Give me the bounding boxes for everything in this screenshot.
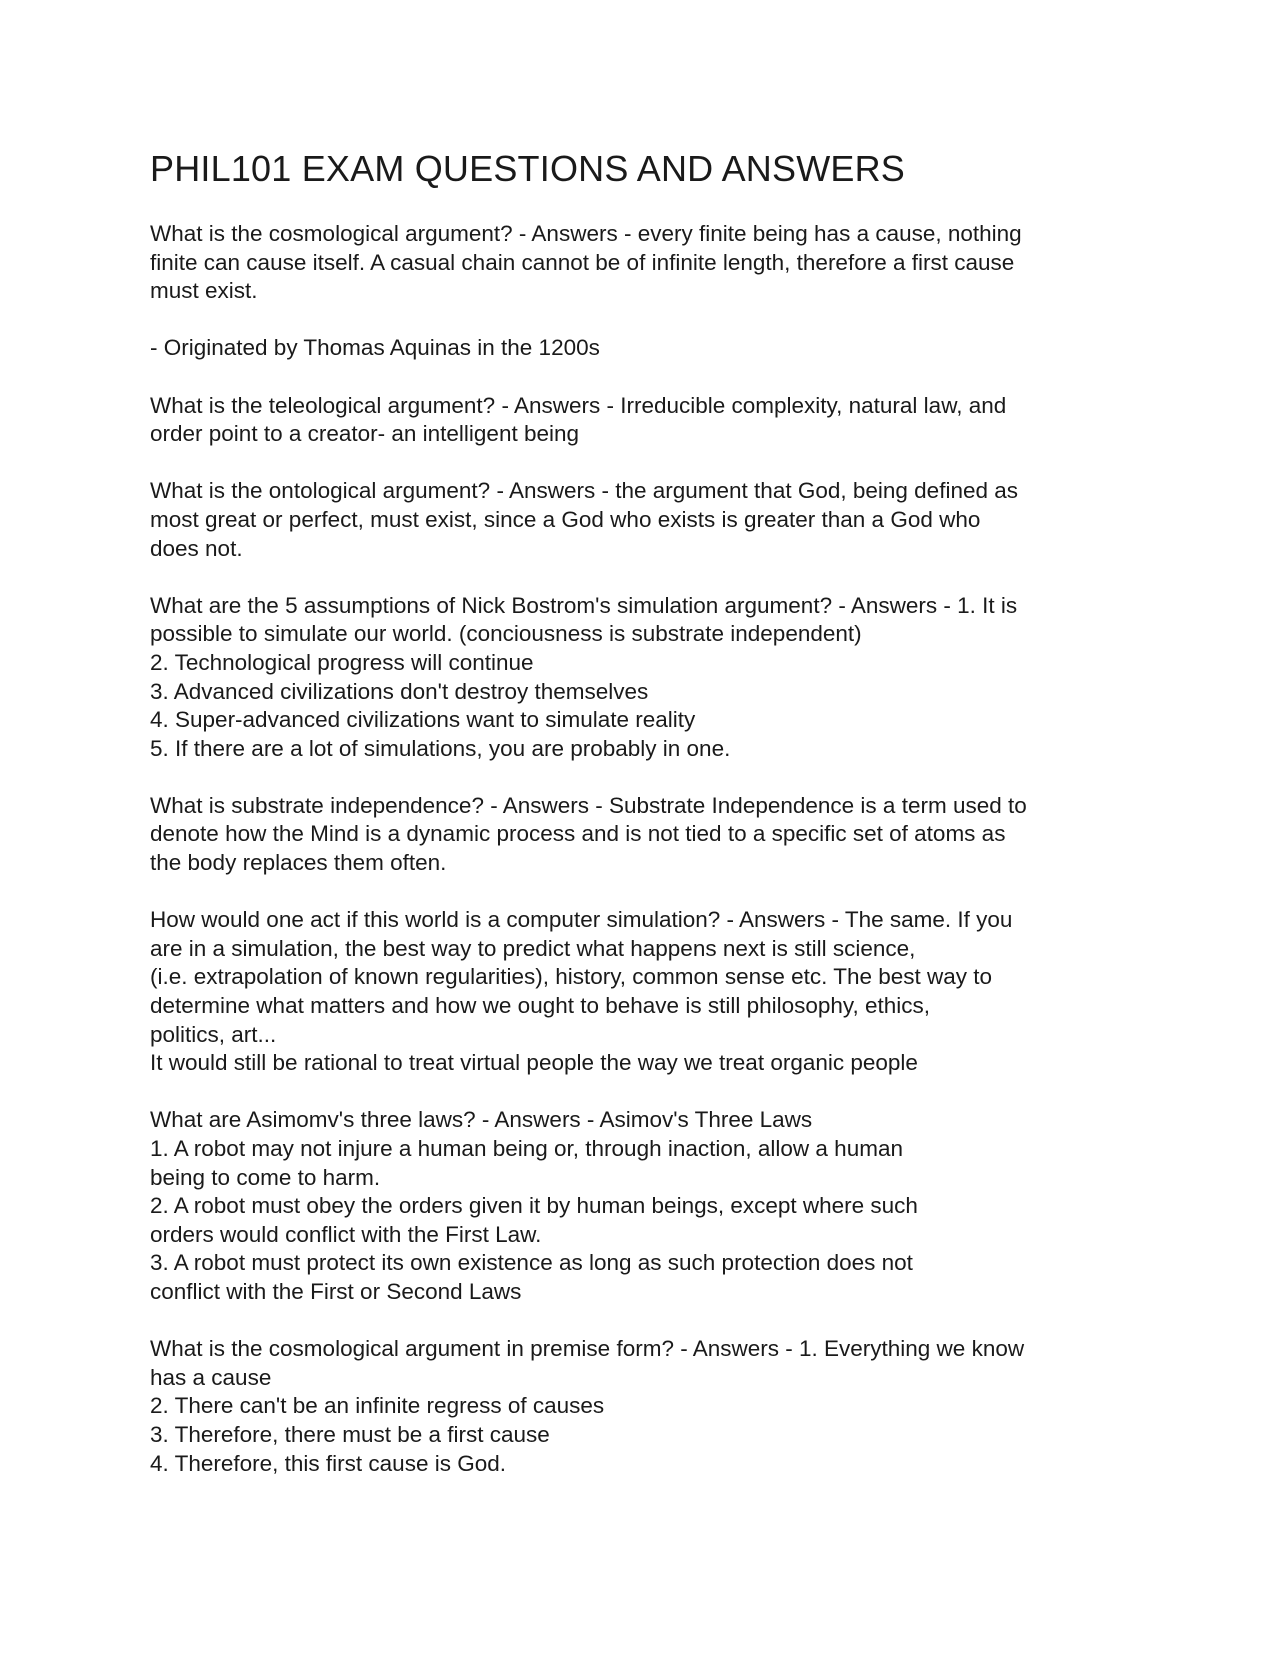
text-line: most great or perfect, must exist, since a God who exists is greater than a God who <box>150 506 981 532</box>
text-line: 3. A robot must protect its own existence as long as such protection does not <box>150 1250 913 1276</box>
qa-paragraph <box>150 1106 1140 1306</box>
paragraph-gap <box>150 563 1140 592</box>
paragraph-gap <box>150 306 1140 335</box>
text-line: 3. Therefore, there must be a first cause <box>150 1421 550 1447</box>
text-line: denote how the Mind is a dynamic process and is not tied to a specific set of atoms as <box>150 821 1006 847</box>
text-line: 2. A robot must obey the orders given it by human beings, except where such <box>150 1193 918 1219</box>
text-line: It would still be rational to treat virtual people the way we treat organic people <box>150 1050 918 1076</box>
qa-paragraph <box>150 392 1140 449</box>
text-line: - Originated by Thomas Aquinas in the 1200s <box>150 335 600 361</box>
text-line: What are Asimomv's three laws? - Answers - Asimov's Three Laws <box>150 1107 813 1133</box>
text-line: What is substrate independence? - Answers - Substrate Independence is a term used to <box>150 792 1027 818</box>
paragraph-gap <box>150 878 1140 907</box>
text-line: must exist. <box>150 278 258 304</box>
text-line: What is the cosmological argument? - Answers - every finite being has a cause, nothing <box>150 221 1022 246</box>
document-title: PHIL101 EXAM QUESTIONS AND ANSWERS <box>150 148 906 189</box>
text-line: conflict with the First or Second Laws <box>150 1278 522 1304</box>
text-line: 2. There can't be an infinite regress of causes <box>150 1393 605 1419</box>
paragraph-gap <box>150 449 1140 478</box>
text-line: (i.e. extrapolation of known regularities), history, common sense etc. The best way to <box>150 964 993 990</box>
text-line: the body replaces them often. <box>150 850 447 876</box>
paragraph-gap <box>150 763 1140 792</box>
text-line: 4. Therefore, this first cause is God. <box>150 1450 506 1476</box>
text-line: 4. Super-advanced civilizations want to simulate reality <box>150 707 696 733</box>
paragraph-gap <box>150 1078 1140 1107</box>
text-line: has a cause <box>150 1364 272 1390</box>
text-line: does not. <box>150 535 243 561</box>
text-line: What is the cosmological argument in premise form? - Answers - 1. Everything we know <box>150 1336 1025 1362</box>
paragraph-gap <box>150 363 1140 392</box>
text-line: being to come to harm. <box>150 1164 381 1190</box>
text-line: 2. Technological progress will continue <box>150 649 534 675</box>
qa-paragraph <box>150 1335 1140 1478</box>
text-line: 3. Advanced civilizations don't destroy themselves <box>150 678 649 704</box>
paragraph-gap <box>150 1307 1140 1336</box>
text-line: 1. A robot may not injure a human being or, through inaction, allow a human <box>150 1136 903 1161</box>
qa-paragraph <box>150 906 1140 1078</box>
text-line: 5. If there are a lot of simulations, you are probably in one. <box>150 735 731 761</box>
text-line: What is the teleological argument? - Answers - Irreducible complexity, natural law, and <box>150 392 1007 418</box>
text-line: What is the ontological argument? - Answers - the argument that God, being defined as <box>150 478 1018 504</box>
qa-paragraph <box>150 792 1140 878</box>
text-line: order point to a creator- an intelligent being <box>150 421 580 447</box>
qa-paragraph <box>150 592 1140 764</box>
document-body <box>150 220 1140 1478</box>
qa-paragraph <box>150 220 1140 306</box>
text-line: orders would conflict with the First Law. <box>150 1221 542 1247</box>
text-line: politics, art... <box>150 1021 277 1047</box>
text-line: possible to simulate our world. (conciousness is substrate independent) <box>150 621 862 647</box>
text-line: determine what matters and how we ought to behave is still philosophy, ethics, <box>150 993 931 1019</box>
text-line: What are the 5 assumptions of Nick Bostrom's simulation argument? - Answers - 1. It is <box>150 592 1018 618</box>
qa-paragraph <box>150 477 1140 563</box>
text-line: finite can cause itself. A casual chain cannot be of infinite length, therefore a first cause <box>150 249 1015 275</box>
qa-paragraph <box>150 334 1140 363</box>
text-line: are in a simulation, the best way to predict what happens next is still science, <box>150 935 916 961</box>
text-line: How would one act if this world is a computer simulation? - Answers - The same. If you <box>150 907 1013 933</box>
